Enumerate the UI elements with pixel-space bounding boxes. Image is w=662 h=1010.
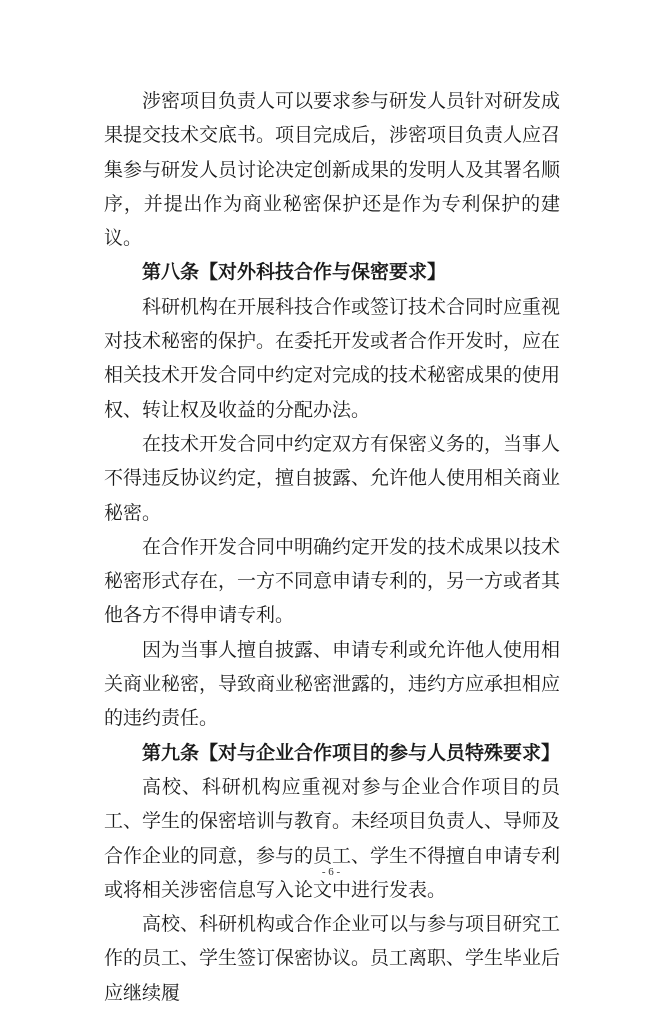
paragraph-breach-liability: 因为当事人擅自披露、申请专利或允许他人使用相关商业秘密，导致商业秘密泄露的，违约方应承担相应的违约责任。	[104, 638, 561, 730]
article-9-heading: 第九条【对与企业合作项目的参与人员特殊要求】	[142, 741, 561, 764]
paragraph-project-disclosure: 涉密项目负责人可以要求参与研发人员针对研发成果提交技术交底书。项目完成后，涉密项目负责人应召集参与研发人员讨论决定创新成果的发明人及其署名顺序，并提出作为商业秘密保护还是作为专利保护的建议。	[104, 90, 561, 250]
paragraph-tech-cooperation: 科研机构在开展科技合作或签订技术合同时应重视对技术秘密的保护。在委托开发或者合作开发时，应在相关技术开发合同中约定对完成的技术秘密成果的使用权、转让权及收益的分配办法。	[104, 295, 561, 421]
paragraph-joint-development: 在合作开发合同中明确约定开发的技术成果以技术秘密形式存在，一方不同意申请专利的，另一方或者其他各方不得申请专利。	[104, 535, 561, 627]
paragraph-confidentiality-agreement: 高校、科研机构或合作企业可以与参与项目研究工作的员工、学生签订保密协议。员工离职、学生毕业后应继续履	[104, 913, 561, 1004]
paragraph-training-education: 高校、科研机构应重视对参与企业合作项目的员工、学生的保密培训与教育。未经项目负责人、导师及合作企业的同意，参与的员工、学生不得擅自申请专利或将相关涉密信息写入论文中进行发表。	[104, 775, 561, 901]
paragraph-confidentiality-obligation: 在技术开发合同中约定双方有保密义务的，当事人不得违反协议约定，擅自披露、允许他人使用相关商业秘密。	[104, 432, 561, 524]
page-number: - 6 -	[321, 866, 341, 878]
article-8-heading: 第八条【对外科技合作与保密要求】	[142, 261, 447, 284]
